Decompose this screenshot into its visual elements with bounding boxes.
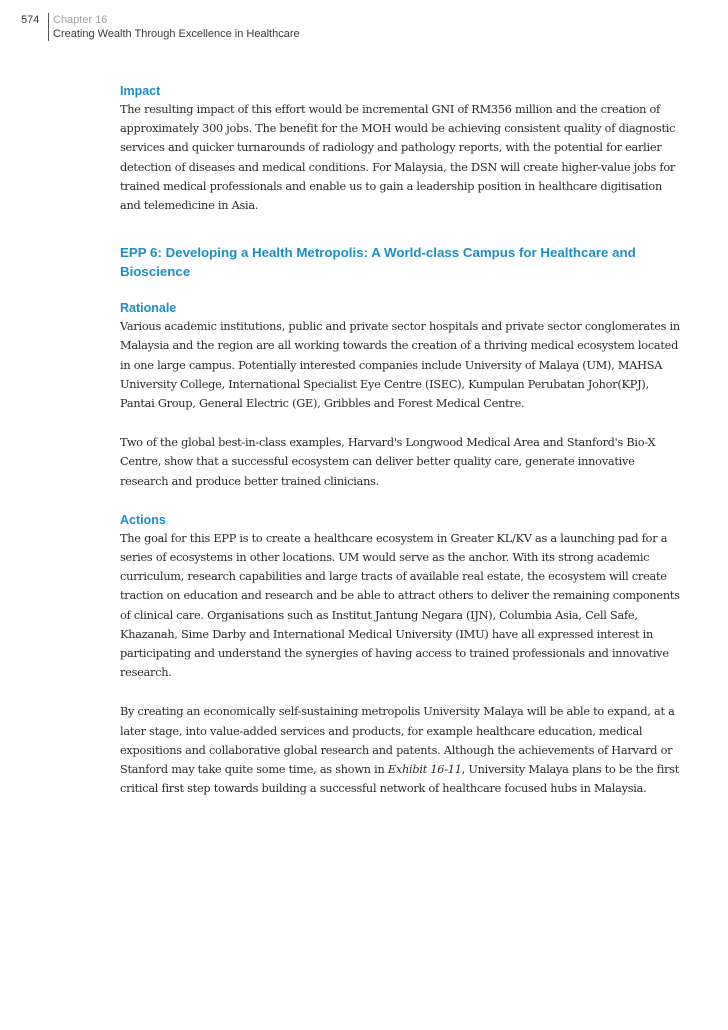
page-body bbox=[120, 82, 680, 798]
header-divider bbox=[48, 13, 49, 41]
chapter-label: Chapter 16 bbox=[53, 14, 108, 26]
exhibit-reference: Exhibit 16-11 bbox=[387, 763, 462, 777]
actions-paragraph-1: The goal for this EPP is to create a healthcare ecosystem in Greater KL/KV as a launching pad for a series of ecosystems in other locations. UM would serve as the anchor. With its strong academic curriculum, research capabilities and large tracts of available real estate, the ecosystem will create traction on education and research and be able to attract others to deliver the remaining components of clinical care. Organisations such as Institut Jantung Negara (IJN), Columbia Asia, Cell Safe, Khazanah, Sime Darby and International Medical University (IMU) have all expressed interest in participating and understand the synergies of having access to trained professionals and innovative research. bbox=[120, 531, 680, 680]
rationale-paragraph-2: Two of the global best-in-class examples, Harvard's Longwood Medical Area and Stanford's Bio-X Centre, show that a successful ecosystem can deliver better quality care, generate innovative research and produce better trained clinicians. bbox=[120, 436, 656, 488]
actions-heading: Actions bbox=[120, 512, 166, 527]
page-number: 574 bbox=[21, 14, 40, 26]
impact-heading: Impact bbox=[120, 84, 161, 98]
chapter-title: Creating Wealth Through Excellence in Healthcare bbox=[53, 28, 300, 40]
actions-paragraph-2-end: , University Malaya plans to be the first critical first step towards building a successful network of healthcare focused hubs in Malaysia. bbox=[120, 763, 680, 796]
page-header bbox=[0, 12, 728, 46]
epp6-title: EPP 6: Developing a Health Metropolis: A World-class Campus for Healthcare and Bioscience bbox=[120, 245, 636, 280]
impact-paragraph: The resulting impact of this effort would be incremental GNI of RM356 million and the creation of approximately 300 jobs. The benefit for the MOH would be achieving consistent quality of diagnostic services and quicker turnarounds of radiology and pathology reports, with the potential for earlier detection of diseases and medical conditions. For Malaysia, the DSN will create higher-value jobs for trained medical professionals and enable us to gain a leadership position in healthcare digitisation and telemedicine in Asia. bbox=[120, 103, 676, 213]
actions-paragraph-2 bbox=[120, 702, 680, 798]
actions-paragraph-2-start: By creating an economically self-sustaining metropolis University Malaya will be able to expand, at a later stage, into value-added services and products, for example healthcare education, medical expositions and collaborative global research and patents. Although the achievements of Harvard or Stanford may take quite some time, as shown in bbox=[120, 705, 675, 777]
rationale-heading: Rationale bbox=[120, 301, 177, 316]
rationale-paragraph-1: Various academic institutions, public and private sector hospitals and private sector conglomerates in Malaysia and the region are all working towards the creation of a thriving medical ecosystem located in one large campus. Potentially interested companies include University of Malaya (UM), MAHSA University College, International Specialist Eye Centre (ISEC), Kumpulan Perubatan Johor(KPJ), Pantai Group, General Electric (GE), Gribbles and Forest Medical Centre. bbox=[120, 320, 680, 411]
